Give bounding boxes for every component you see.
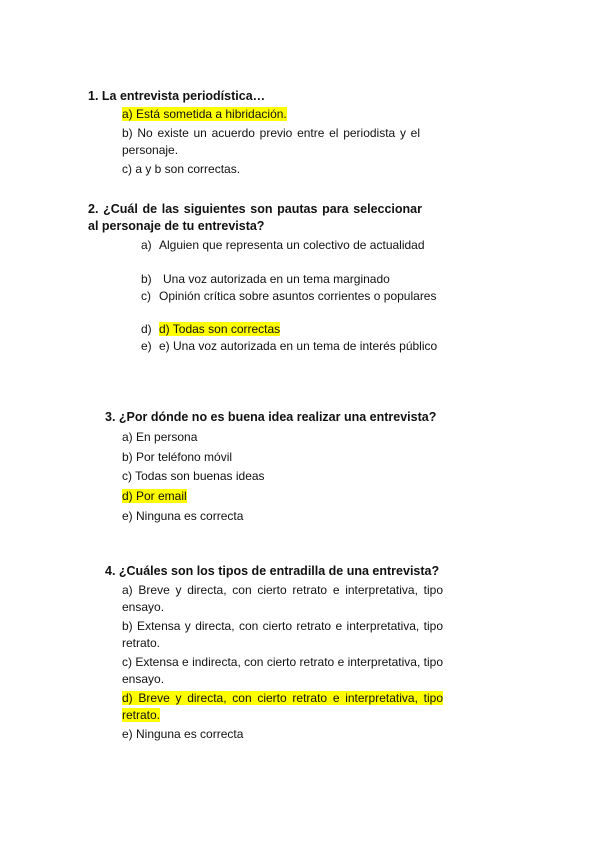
question-2-title: 2. ¿Cuál de las siguientes son pautas para seleccionar al personaje de tu entrevista?	[88, 202, 422, 233]
question-2-option-c	[141, 288, 438, 305]
question-3-option-e: e) Ninguna es correcta	[122, 509, 244, 523]
question-3-title: 3. ¿Por dónde no es buena idea realizar una entrevista?	[105, 410, 437, 424]
answer-highlight: d) Breve y directa, con cierto retrato e interpretativa, tipo retrato.	[122, 691, 443, 722]
question-4-option-c: c) Extensa e indirecta, con cierto retrato e interpretativa, tipo ensayo.	[122, 655, 443, 686]
question-4-option-a: a) Breve y directa, con cierto retrato e interpretativa, tipo ensayo.	[122, 583, 443, 614]
question-2-option-b	[141, 271, 442, 288]
question-1-option-a	[122, 106, 287, 123]
question-3-option-d	[122, 488, 187, 505]
option-label: b)	[141, 272, 152, 286]
option-label: a)	[141, 238, 152, 252]
question-4-title: 4. ¿Cuáles son los tipos de entradilla de una entrevista?	[105, 564, 440, 578]
question-1-title: 1. La entrevista periodística…	[88, 89, 266, 103]
option-text: Una voz autorizada en un tema marginado	[163, 272, 390, 286]
question-1-option-b: b) No existe un acuerdo previo entre el periodista y el personaje.	[122, 126, 420, 157]
option-text: Alguien que representa un colectivo de actualidad	[159, 238, 425, 252]
question-2-option-a	[141, 237, 438, 254]
option-label: c)	[141, 289, 151, 303]
question-3-option-c: c) Todas son buenas ideas	[122, 469, 265, 483]
question-1-option-c: c) a y b son correctas.	[122, 162, 241, 176]
answer-highlight: d) Por email	[122, 489, 187, 503]
answer-highlight: a) Está sometida a hibridación.	[122, 107, 287, 121]
question-2-option-d	[141, 321, 438, 338]
answer-highlight: d) Todas son correctas	[159, 322, 281, 336]
question-2-option-e	[141, 338, 438, 355]
question-3-option-a: a) En persona	[122, 430, 198, 444]
question-4-option-d	[122, 690, 443, 724]
option-label: e)	[141, 339, 152, 353]
option-text: e) Una voz autorizada en un tema de interés público	[159, 339, 438, 353]
option-text: Opinión crítica sobre asuntos corrientes o populares	[159, 289, 437, 303]
question-3-option-b: b) Por teléfono móvil	[122, 450, 233, 464]
option-label: d)	[141, 322, 152, 336]
question-4-option-e: e) Ninguna es correcta	[122, 727, 244, 741]
question-4-option-b: b) Extensa y directa, con cierto retrato e interpretativa, tipo retrato.	[122, 619, 443, 650]
